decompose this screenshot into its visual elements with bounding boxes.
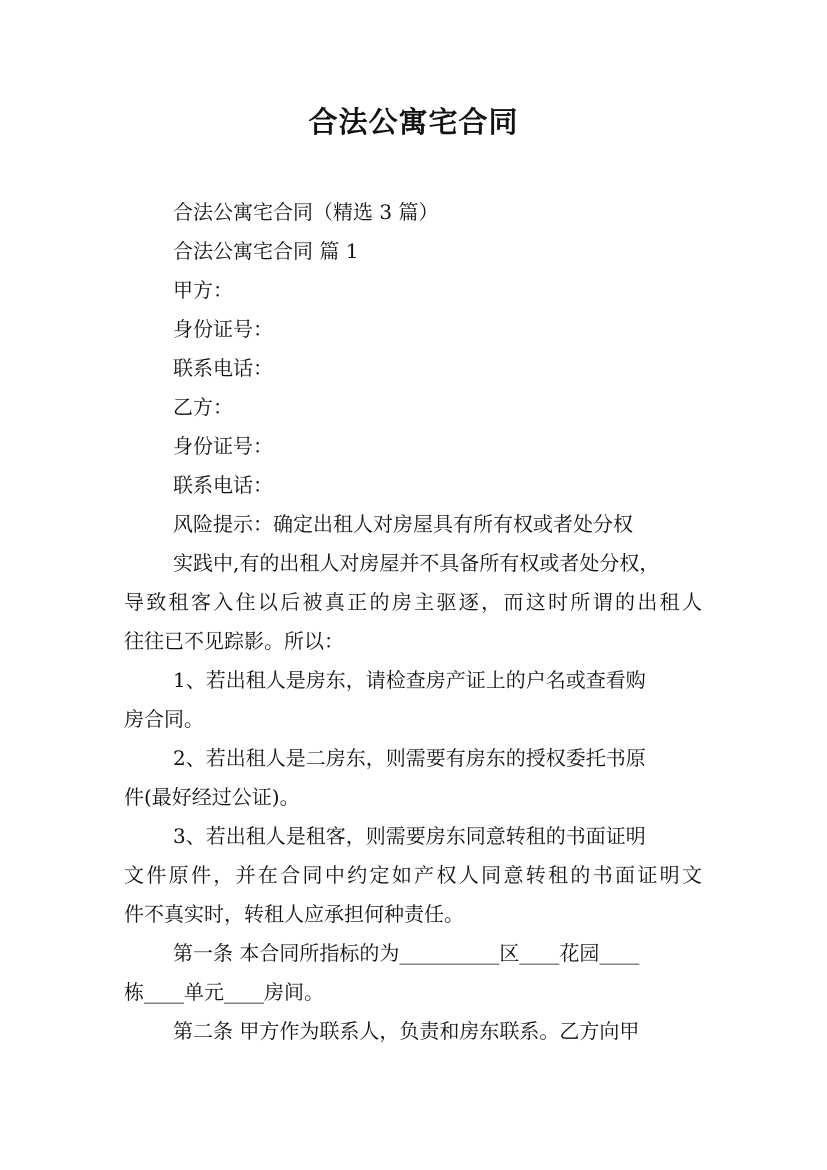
list-item-1-cont: 房合同。	[124, 707, 204, 731]
paragraph-line: 往往已不见踪影。所以：	[124, 629, 344, 653]
risk-notice-heading: 风险提示：确定出租人对房屋具有所有权或者处分权	[173, 512, 633, 536]
document-title: 合法公寓宅合同	[308, 105, 519, 139]
party-b-phone-label: 联系电话：	[173, 473, 273, 497]
article-2: 第二条 甲方作为联系人，负责和房东联系。乙方向甲	[173, 1019, 640, 1043]
list-item-3-cont: 文件原件，并在合同中约定如产权人同意转租的书面证明文	[124, 863, 702, 887]
paragraph-line: 导致租客入住以后被真正的房主驱逐，而这时所谓的出租人	[124, 590, 702, 614]
party-b-id-label: 身份证号：	[173, 434, 273, 458]
paragraph-line: 实践中,有的出租人对房屋并不具备所有权或者处分权，	[173, 551, 660, 575]
party-a-label: 甲方：	[173, 278, 233, 302]
party-b-label: 乙方：	[173, 395, 233, 419]
list-item-1: 1、若出租人是房东，请检查房产证上的户名或查看购	[173, 668, 646, 692]
party-a-id-label: 身份证号：	[173, 317, 273, 341]
article-1: 第一条 本合同所指标的为__________区____花园____	[173, 941, 640, 965]
party-a-phone-label: 联系电话：	[173, 356, 273, 380]
list-item-3: 3、若出租人是租客，则需要房东同意转租的书面证明	[173, 824, 646, 848]
list-item-3-cont: 件不真实时，转租人应承担何种责任。	[124, 902, 464, 926]
list-item-2-cont: 件(最好经过公证)。	[124, 785, 300, 809]
list-item-2: 2、若出租人是二房东，则需要有房东的授权委托书原	[173, 746, 646, 770]
section-heading: 合法公寓宅合同 篇 1	[173, 239, 359, 263]
article-1-cont: 栋____单元____房间。	[124, 980, 324, 1004]
subtitle-selection: 合法公寓宅合同（精选 3 篇）	[173, 200, 439, 224]
